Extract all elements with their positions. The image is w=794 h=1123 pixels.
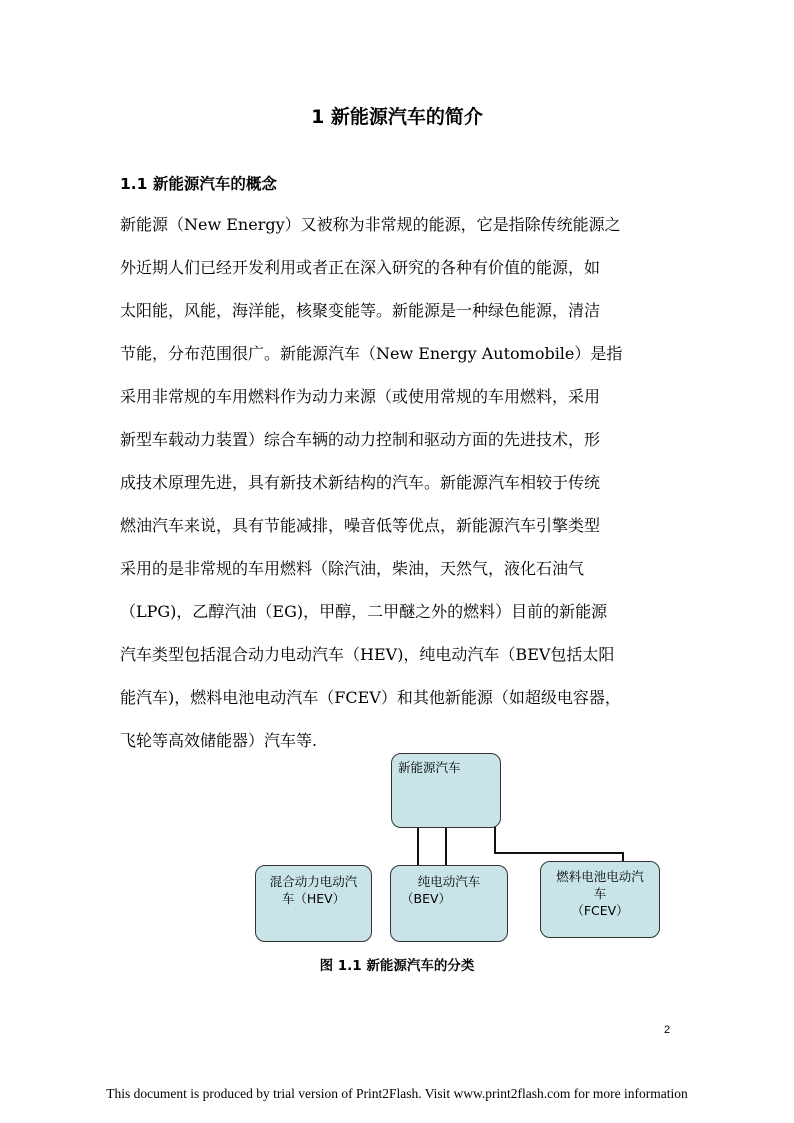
node-label-line: 燃料电池电动汽 <box>556 869 644 884</box>
root-node-box <box>391 753 501 828</box>
page-title: 1 新能源汽车的简介 <box>311 106 483 128</box>
paragraph-line: 飞轮等高效储能器）汽车等. <box>120 731 318 750</box>
section-heading: 1.1 新能源汽车的概念 <box>120 175 277 193</box>
child-node-bev <box>390 865 508 942</box>
paragraph-line: 新型车载动力装置）综合车辆的动力控制和驱动方面的先进技术，形 <box>120 430 601 449</box>
paragraph-line: 燃油汽车来说，具有节能减排，噪音低等优点，新能源汽车引擎类型 <box>120 516 601 535</box>
node-label-line: 车 <box>593 886 607 901</box>
paragraph-line: 采用的是非常规的车用燃料（除汽油，柴油，天然气，液化石油气 <box>120 559 585 578</box>
child-node-fcev <box>540 861 660 938</box>
node-label-line: （BEV） <box>401 891 452 906</box>
paragraph-line: 节能，分布范围很广。新能源汽车（New Energy Automobile）是指 <box>120 344 623 363</box>
paragraph-line: 能汽车)，燃料电池电动汽车（FCEV）和其他新能源（如超级电容器， <box>120 688 621 707</box>
node-label-line: 车（HEV） <box>281 891 346 906</box>
root-node-label: 新能源汽车 <box>398 760 461 775</box>
node-label-line: 纯电动汽车 <box>417 874 481 889</box>
trial-footer-notice: This document is produced by trial version of Print2Flash. Visit www.print2flash.com for more information <box>106 1086 688 1101</box>
paragraph-line: 外近期人们已经开发利用或者正在深入研究的各种有价值的能源，如 <box>120 258 601 277</box>
paragraph-line: 成技术原理先进，具有新技术新结构的汽车。新能源汽车相较于传统 <box>120 473 601 492</box>
paragraph-line: 新能源（New Energy）又被称为非常规的能源，它是指除传统能源之 <box>120 215 621 234</box>
figure-caption: 图 1.1 新能源汽车的分类 <box>319 958 475 974</box>
paragraph-line: 汽车类型包括混合动力电动汽车（HEV)，纯电动汽车（BEV包括太阳 <box>120 645 615 664</box>
paragraph-line: 太阳能，风能，海洋能，核聚变能等。新能源是一种绿色能源，清洁 <box>120 301 601 320</box>
node-label-line: （FCEV） <box>571 903 629 918</box>
paragraph-line: （LPG)，乙醇汽油（EG)，甲醇，二甲醚之外的燃料）目前的新能源 <box>120 602 608 621</box>
page-number: 2 <box>664 1024 671 1036</box>
node-label-line: 混合动力电动汽 <box>269 874 358 889</box>
paragraph-line: 采用非常规的车用燃料作为动力来源（或使用常规的车用燃料，采用 <box>120 387 601 406</box>
child-node-hev <box>255 865 372 942</box>
